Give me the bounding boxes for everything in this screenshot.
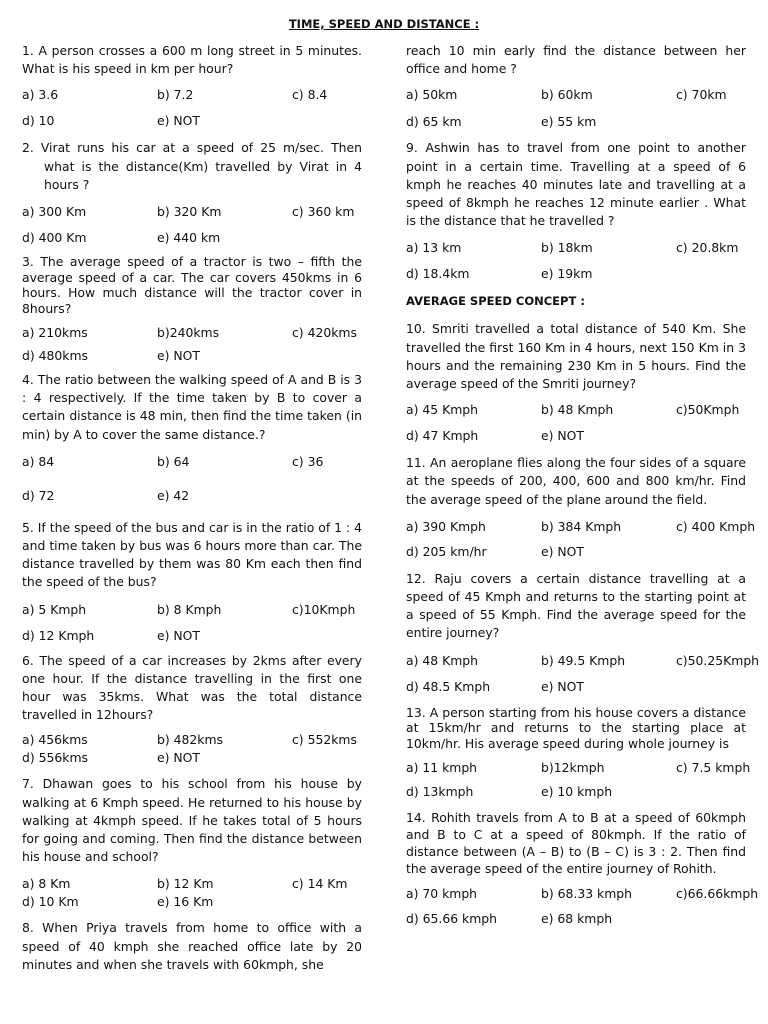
option-a: a) 210kms xyxy=(22,325,88,341)
option-d: d) 480kms xyxy=(22,348,88,364)
question-8-continued: reach 10 min early find the distance between her office and home ? xyxy=(406,43,746,77)
option-b: b)12kmph xyxy=(541,760,605,776)
question-9-options-row2 xyxy=(406,265,746,283)
option-d: d) 72 xyxy=(22,487,55,503)
option-c: c) 360 km xyxy=(292,204,355,220)
option-c: c)50.25Kmph xyxy=(676,652,760,668)
option-e: e) NOT xyxy=(541,428,584,444)
question-10: 10. Smriti travelled a total distance of 540 Km. She travelled the first 160 Km in 4 hours, next 150 Km in 3 hours and the remaining 230 Km in 5 hours. Find the average speed of the Smriti journey? xyxy=(406,321,746,392)
question-4-options xyxy=(22,453,362,471)
option-a: a) 8 Km xyxy=(22,876,71,892)
question-12-options-row2 xyxy=(406,678,746,696)
option-a: a) 300 Km xyxy=(22,204,87,220)
option-d: d) 18.4km xyxy=(406,266,470,282)
option-d: d) 12 Kmph xyxy=(22,627,95,643)
question-11-options-row2 xyxy=(406,543,746,561)
option-e: e) 55 km xyxy=(541,114,597,130)
question-6: 6. The speed of a car increases by 2kms after every one hour. If the distance travelling in the first one hour was 35kms. What was the total distance travelled in 12hours? xyxy=(22,652,362,723)
option-c: c) 400 Kmph xyxy=(676,518,756,534)
question-10-options xyxy=(406,401,746,419)
option-a: a) 11 kmph xyxy=(406,760,478,776)
option-b: b) 7.2 xyxy=(157,87,194,103)
option-c: c) 14 Km xyxy=(292,876,348,892)
option-a: a) 390 Kmph xyxy=(406,518,486,534)
question-7-options-row2 xyxy=(22,893,362,911)
question-5-options-row2 xyxy=(22,627,362,645)
option-b: b) 60km xyxy=(541,87,593,103)
question-12-options xyxy=(406,652,760,670)
question-3: 3. The average speed of a tractor is two – fifth the average speed of a car. The car covers 450kms in 6 hours. How much distance will the tractor cover in 8hours? xyxy=(22,254,362,316)
option-b: b) 12 Km xyxy=(157,876,214,892)
option-a: a) 84 xyxy=(22,453,55,469)
option-b: b) 384 Kmph xyxy=(541,518,622,534)
option-c: c) 7.5 kmph xyxy=(676,760,751,776)
option-d: d) 13kmph xyxy=(406,784,474,800)
option-e: e) 440 km xyxy=(157,230,221,246)
option-d: d) 556kms xyxy=(22,750,88,766)
page-title: TIME, SPEED AND DISTANCE : xyxy=(288,17,480,31)
option-b: b) 64 xyxy=(157,453,190,469)
option-e: e) 16 Km xyxy=(157,894,214,910)
question-4: 4. The ratio between the walking speed of A and B is 3 : 4 respectively. If the time taken by B to cover a certain distance is 48 min, then find the time taken (in min) by A to cover the same distance.? xyxy=(22,372,362,442)
option-c: c) 70km xyxy=(676,87,727,103)
right-column xyxy=(406,42,760,928)
option-e: e) 19km xyxy=(541,266,593,282)
question-6-options-row2 xyxy=(22,749,362,767)
question-8-options xyxy=(406,86,746,104)
option-c: c) 420kms xyxy=(292,325,357,341)
option-e: e) NOT xyxy=(157,627,200,643)
question-9-options xyxy=(406,239,746,257)
option-a: a) 456kms xyxy=(22,732,88,748)
option-a: a) 48 Kmph xyxy=(406,652,478,668)
option-b: b) 320 Km xyxy=(157,204,222,220)
option-d: d) 65 km xyxy=(406,114,462,130)
option-a: a) 50km xyxy=(406,87,458,103)
question-5: 5. If the speed of the bus and car is in the ratio of 1 : 4 and time taken by bus was 6 hours more than car. The distance travelled by them was 80 Km each then find the speed of the bus? xyxy=(22,519,362,590)
option-c: c) 36 xyxy=(292,453,324,469)
question-10-options-row2 xyxy=(406,427,746,445)
question-2: 2. Virat runs his car at a speed of 25 m/sec. Then what is the distance(Km) travelled by Virat in 4 hours ? xyxy=(22,140,362,192)
option-b: b) 49.5 Kmph xyxy=(541,652,626,668)
option-e: e) NOT xyxy=(157,113,200,129)
option-b: b) 18km xyxy=(541,240,593,256)
question-12: 12. Raju covers a certain distance travelling at a speed of 45 Kmph and returns to the starting point at a speed of 55 Kmph. Find the average speed for the entire journey? xyxy=(406,570,746,641)
question-4-options-row2 xyxy=(22,487,362,505)
question-6-options xyxy=(22,731,362,749)
option-a: a) 3.6 xyxy=(22,87,59,103)
option-d: d) 10 Km xyxy=(22,894,79,910)
option-e: e) 68 kmph xyxy=(541,911,613,927)
question-7: 7. Dhawan goes to his school from his house by walking at 6 Kmph speed. He returned to his house by walking at 4kmph speed. If he takes total of 5 hours for going and coming. Then find the distance between his house and school? xyxy=(22,776,362,865)
question-7-options xyxy=(22,875,362,893)
option-d: d) 65.66 kmph xyxy=(406,911,498,927)
option-a: a) 13 km xyxy=(406,240,462,256)
question-14-options-row2 xyxy=(406,910,746,928)
option-a: a) 70 kmph xyxy=(406,886,478,902)
question-14: 14. Rohith travels from A to B at a speed of 60kmph and B to C at a speed of 80kmph. If the ratio of distance between (A – B) to (B – C) is 3 : 2. Then find the average speed of the entire journey of Rohith. xyxy=(406,810,746,877)
question-5-options xyxy=(22,601,362,619)
question-9: 9. Ashwin has to travel from one point to another point in a certain time. Travelling at a speed of 6 kmph he reaches 40 minutes late and travelling at a speed of 8kmph he reaches 12 minute earlier . What is the distance that he travelled ? xyxy=(406,140,746,229)
question-3-options-row2 xyxy=(22,347,362,365)
question-8-options-row2 xyxy=(406,113,746,131)
option-d: d) 205 km/hr xyxy=(406,543,487,559)
option-e: e) NOT xyxy=(541,543,584,559)
option-e: e) NOT xyxy=(157,348,200,364)
option-d: d) 400 Km xyxy=(22,230,87,246)
option-b: b) 482kms xyxy=(157,732,223,748)
option-c: c)50Kmph xyxy=(676,402,740,418)
question-2-options-row2 xyxy=(22,229,362,247)
option-e: e) NOT xyxy=(541,678,584,694)
question-11-options xyxy=(406,518,756,536)
option-e: e) NOT xyxy=(157,750,200,766)
left-column xyxy=(22,42,362,974)
option-c: c) 20.8km xyxy=(676,240,739,256)
question-3-options xyxy=(22,324,362,342)
question-14-options xyxy=(406,885,759,903)
option-b: b) 68.33 kmph xyxy=(541,886,633,902)
option-c: c)10Kmph xyxy=(292,601,356,617)
option-b: b) 8 Kmph xyxy=(157,601,222,617)
option-d: d) 10 xyxy=(22,113,55,129)
option-a: a) 45 Kmph xyxy=(406,402,478,418)
option-a: a) 5 Kmph xyxy=(22,601,87,617)
option-c: c)66.66kmph xyxy=(676,886,759,902)
option-b: b) 48 Kmph xyxy=(541,402,614,418)
question-13: 13. A person starting from his house covers a distance at 15km/hr and returns to the starting place at 10km/hr. His average speed during whole journey is xyxy=(406,704,746,751)
option-e: e) 10 kmph xyxy=(541,784,613,800)
option-b: b)240kms xyxy=(157,325,220,341)
question-1: 1. A person crosses a 600 m long street in 5 minutes. What is his speed in km per hour? xyxy=(22,43,362,77)
option-d: d) 48.5 Kmph xyxy=(406,678,491,694)
option-e: e) 42 xyxy=(157,487,190,503)
option-d: d) 47 Kmph xyxy=(406,428,479,444)
question-8: 8. When Priya travels from home to office with a speed of 40 kmph she reached office late by 20 minutes and when she travels with 60kmph, she xyxy=(22,920,362,972)
option-c: c) 552kms xyxy=(292,732,357,748)
question-11: 11. An aeroplane flies along the four sides of a square at the speeds of 200, 400, 600 and 800 km/hr. Find the average speed of the plane around the field. xyxy=(406,455,746,507)
question-1-options-row2 xyxy=(22,112,362,130)
question-13-options-row2 xyxy=(406,783,746,801)
question-13-options xyxy=(406,759,751,777)
question-2-options xyxy=(22,203,362,221)
option-c: c) 8.4 xyxy=(292,87,328,103)
section-heading: AVERAGE SPEED CONCEPT : xyxy=(406,294,585,309)
question-1-options xyxy=(22,86,362,104)
